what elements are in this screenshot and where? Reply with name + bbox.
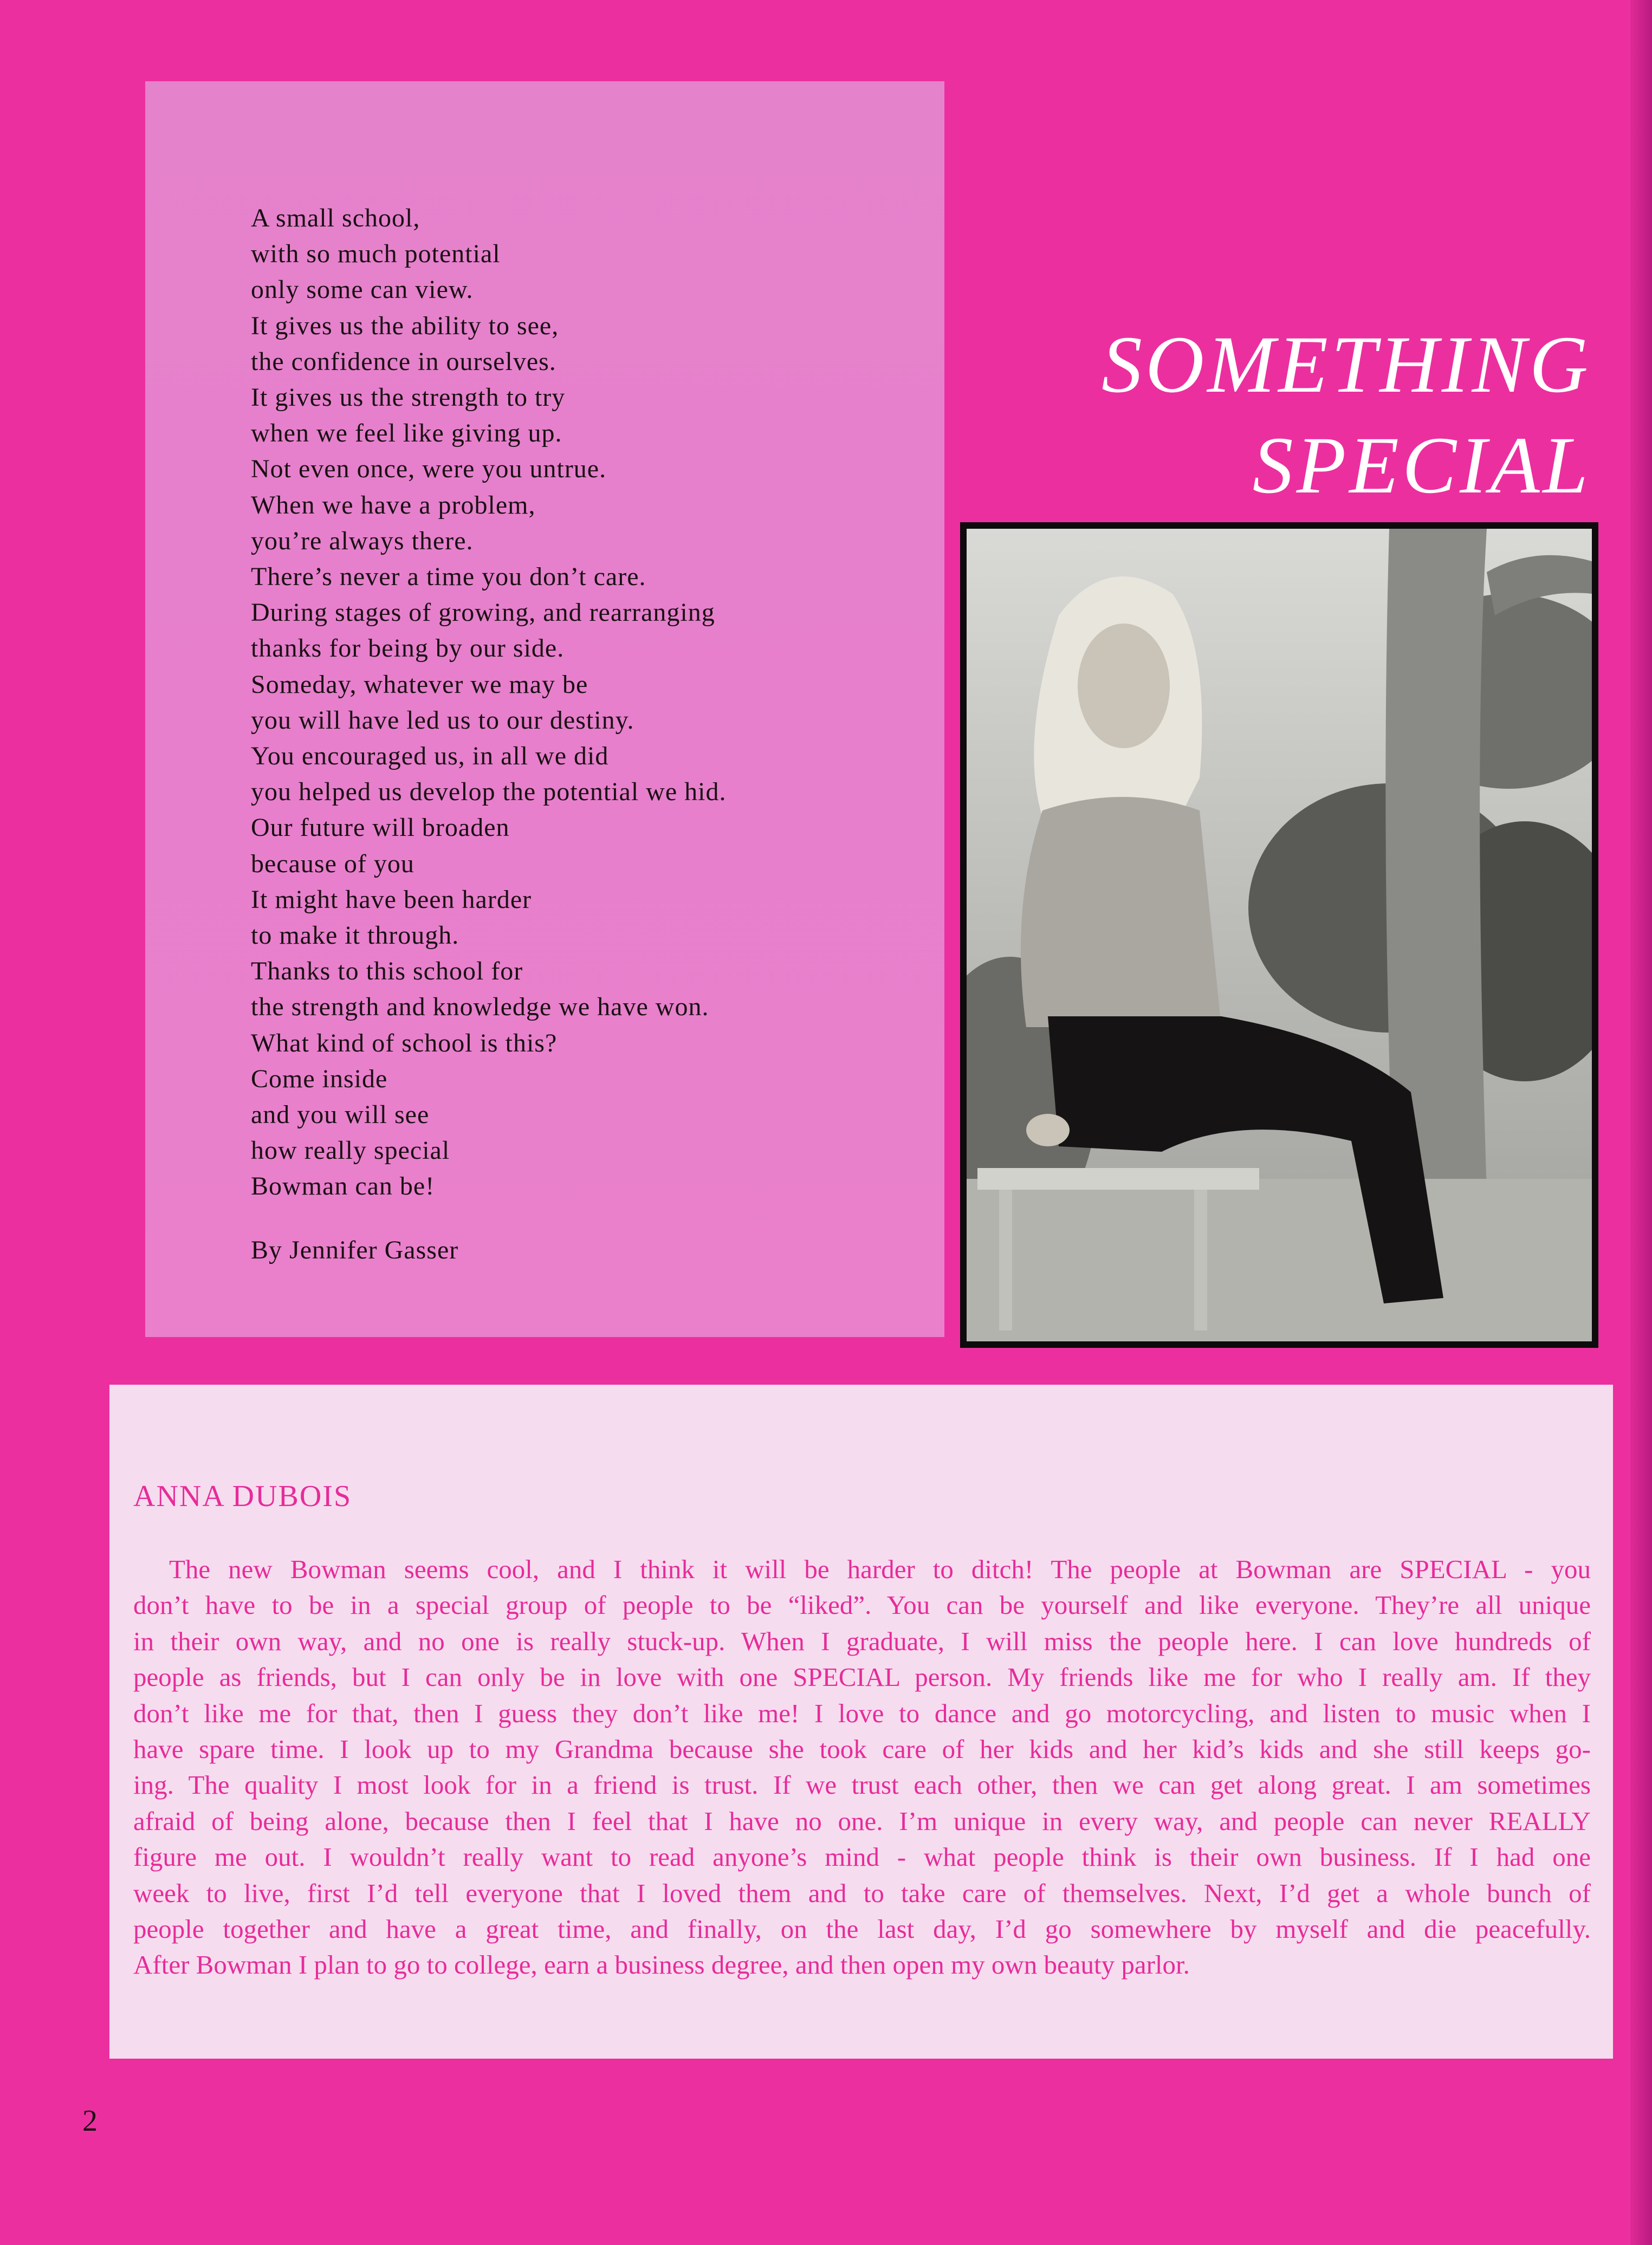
bio-line: The new Bowman seems cool, and I think it will be harder to ditch! The people at Bowman are SPECIAL - you <box>169 1554 1591 1584</box>
bio-line: week to live, first I’d tell everyone that I loved them and to take care of themselves. Next, I’d get a whole bunch of <box>133 1878 1591 1908</box>
bio-line: have spare time. I look up to my Grandma because she took care of her kids and her kid’s kids and she still keeps go- <box>133 1734 1591 1764</box>
poem-line: When we have a problem, <box>251 490 536 520</box>
photo-illustration <box>967 529 1592 1341</box>
poem-byline: By Jennifer Gasser <box>251 1236 459 1264</box>
poem-line: Not even once, were you untrue. <box>251 455 607 484</box>
poem-line: you will have led us to our destiny. <box>251 705 634 735</box>
poem-line: Bowman can be! <box>251 1172 435 1201</box>
poem-line: There’s never a time you don’t care. <box>251 562 646 592</box>
poem-line: how really special <box>251 1136 450 1165</box>
poem-line: only some can view. <box>251 275 474 304</box>
bio-line: in their own way, and no one is really stuck-up. When I graduate, I will miss the people here. I can love hundreds of <box>133 1626 1591 1656</box>
poem-line: when we feel like giving up. <box>251 419 562 448</box>
bio-line: ing. The quality I most look for in a friend is trust. If we trust each other, then we can get along great. I am sometimes <box>133 1770 1591 1800</box>
poem-line: with so much potential <box>251 239 501 269</box>
poem-line: You encouraged us, in all we did <box>251 742 609 771</box>
poem-line: What kind of school is this? <box>251 1028 558 1057</box>
poem-line: you helped us develop the potential we hid. <box>251 777 727 807</box>
poem-text <box>251 200 901 1205</box>
page-spine-edge <box>1630 0 1652 2245</box>
poem-line: and you will see <box>251 1100 430 1130</box>
poem-line: Come inside <box>251 1064 388 1093</box>
title-line-1: SOMETHING <box>1102 320 1591 410</box>
poem-line: because of you <box>251 849 414 878</box>
poem-line: Thanks to this school for <box>251 957 523 986</box>
bio-line: don’t like me for that, then I guess they don’t like me! I love to dance and go motorcycling, and listen to music when I <box>133 1698 1591 1728</box>
poem-line: you’re always there. <box>251 526 474 555</box>
page-number: 2 <box>82 2104 98 2138</box>
student-photo <box>960 522 1598 1348</box>
poem-line: the strength and knowledge we have won. <box>251 992 709 1022</box>
poem-line: thanks for being by our side. <box>251 634 565 663</box>
poem-line: It might have been harder <box>251 885 532 914</box>
poem-line: During stages of growing, and rearranging <box>251 598 715 627</box>
bio-line: figure me out. I wouldn’t really want to read anyone’s mind - what people think is their own business. If I had one <box>133 1842 1591 1872</box>
poem-line: It gives us the strength to try <box>251 383 566 412</box>
poem-line: Someday, whatever we may be <box>251 670 588 699</box>
bio-line: don’t have to be in a special group of people to be “liked”. You can be yourself and like everyone. They’re all unique <box>133 1590 1591 1620</box>
page-title <box>1102 314 1591 516</box>
bio-line: After Bowman I plan to go to college, earn a business degree, and then open my own beauty parlor. <box>133 1950 1190 1980</box>
poem-line: Our future will broaden <box>251 813 510 842</box>
bio-name: ANNA DUBOIS <box>133 1480 352 1513</box>
title-line-2: SPECIAL <box>1252 420 1591 510</box>
bio-line: people together and have a great time, and finally, on the last day, I’d go somewhere by myself and die peacefully. <box>133 1914 1591 1944</box>
bio-line: people as friends, but I can only be in love with one SPECIAL person. My friends like me for who I really am. If they <box>133 1662 1591 1692</box>
bio-text <box>133 1552 1591 1983</box>
poem-line: to make it through. <box>251 921 459 950</box>
bio-line: afraid of being alone, because then I feel that I have no one. I’m unique in every way, and people can never REALLY <box>133 1806 1591 1836</box>
bio-panel <box>109 1385 1613 2059</box>
poem-line: It gives us the ability to see, <box>251 311 559 340</box>
poem-line: A small school, <box>251 204 420 232</box>
poem-line: the confidence in ourselves. <box>251 347 556 376</box>
poem-panel <box>145 81 944 1337</box>
